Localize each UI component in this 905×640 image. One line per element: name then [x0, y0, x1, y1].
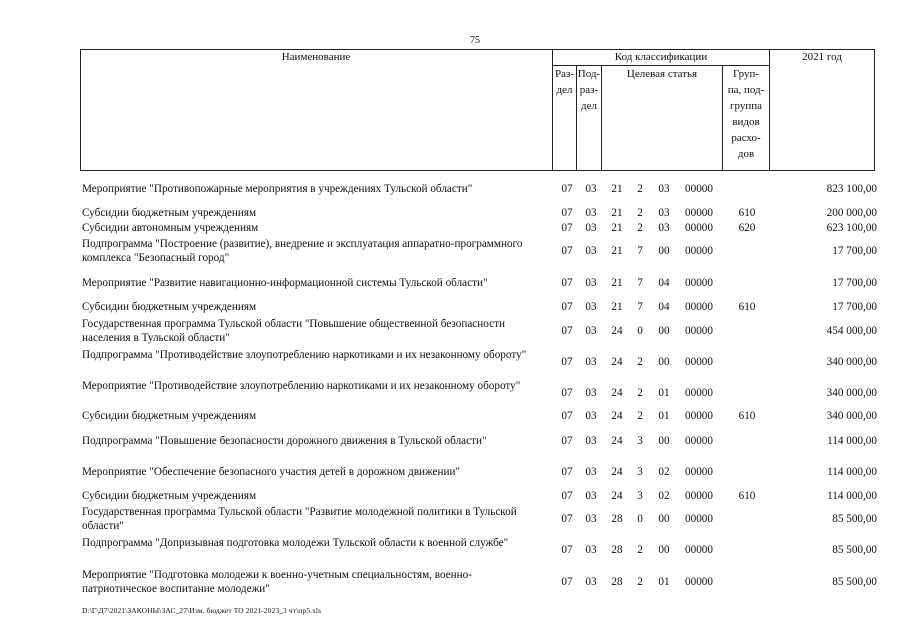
table-row [82, 536, 877, 564]
row-t3: 00 [658, 435, 670, 447]
row-name: Субсидии автономным учреждениям [82, 222, 259, 234]
table-row [82, 379, 877, 407]
row-t2: 2 [637, 387, 643, 399]
row-t3: 00 [658, 544, 670, 556]
row-t2: 2 [637, 544, 643, 556]
row-rz: 07 [561, 301, 573, 313]
row-t3: 03 [658, 222, 670, 234]
table-row [82, 237, 877, 265]
row-t2: 0 [637, 513, 643, 525]
row-t4: 00000 [685, 222, 713, 234]
row-pr: 03 [585, 356, 597, 368]
row-name: Мероприятие "Обеспечение безопасного участия детей в дорожном движении" [82, 466, 461, 478]
row-rz: 07 [561, 245, 573, 257]
row-sum: 823 100,00 [826, 183, 877, 195]
row-vr: 610 [738, 301, 756, 313]
row-t4: 00000 [685, 183, 713, 195]
header-name: Наименование [281, 51, 351, 63]
row-pr: 03 [585, 207, 597, 219]
row-name: Субсидии бюджетным учреждениям [82, 301, 257, 313]
row-sum: 623 100,00 [826, 222, 877, 234]
page-number: 75 [470, 35, 480, 46]
row-t4: 00000 [685, 466, 713, 478]
table-row [82, 465, 877, 479]
row-sum: 114 000,00 [827, 435, 877, 447]
row-rz: 07 [561, 183, 573, 195]
row-pr: 03 [585, 544, 597, 556]
row-t4: 00000 [685, 490, 713, 502]
row-name: Субсидии бюджетным учреждениям [82, 207, 257, 219]
row-pr: 03 [585, 387, 597, 399]
row-pr: 03 [585, 277, 597, 289]
row-pr: 03 [585, 301, 597, 313]
header-razdel: Раз- дел [554, 68, 574, 96]
row-t4: 00000 [685, 387, 713, 399]
row-t1: 24 [611, 435, 623, 447]
row-pr: 03 [585, 513, 597, 525]
row-t2: 2 [637, 183, 643, 195]
row-rz: 07 [561, 207, 573, 219]
row-name: Мероприятие "Противопожарные мероприятия в учреждениях Тульской области" [82, 183, 473, 195]
row-pr: 03 [585, 183, 597, 195]
table-row [82, 489, 877, 503]
row-rz: 07 [561, 435, 573, 447]
row-pr: 03 [585, 466, 597, 478]
row-t3: 04 [658, 277, 670, 289]
table-row [82, 317, 877, 345]
row-t4: 00000 [685, 301, 713, 313]
row-name: Подпрограмма "Допризывная подготовка молодежи Тульской области к военной службе" [82, 537, 509, 549]
row-rz: 07 [561, 490, 573, 502]
row-sum: 340 000,00 [826, 410, 877, 422]
row-t3: 00 [658, 245, 670, 257]
row-rz: 07 [561, 325, 573, 337]
header-target: Целевая статья [626, 68, 698, 80]
row-pr: 03 [585, 435, 597, 447]
row-t2: 7 [637, 245, 643, 257]
row-t2: 2 [637, 410, 643, 422]
table-row [82, 348, 877, 376]
row-t3: 04 [658, 301, 670, 313]
row-t1: 28 [611, 576, 623, 588]
row-name: Государственная программа Тульской области "Повышение общественной безопасности населения в Тульской области" [82, 318, 505, 344]
row-t2: 7 [637, 277, 643, 289]
row-t4: 00000 [685, 356, 713, 368]
table-row [82, 300, 877, 314]
table-row [82, 434, 877, 448]
header-group: Груп- па, под- группа видов расхо- дов [727, 68, 765, 160]
row-pr: 03 [585, 222, 597, 234]
row-vr: 610 [738, 490, 756, 502]
table-row [82, 568, 877, 596]
row-name: Подпрограмма "Построение (развитие), внедрение и эксплуатация аппаратно-программного комплекса "Безопасный город" [82, 238, 523, 264]
table-row [82, 505, 877, 533]
row-name: Государственная программа Тульской области "Развитие молодежной политики в Тульской области" [82, 506, 517, 532]
row-t1: 24 [611, 325, 623, 337]
row-t3: 01 [658, 576, 670, 588]
row-vr: 610 [738, 410, 756, 422]
header-code-group: Код классификации [614, 51, 708, 63]
row-t1: 28 [611, 513, 623, 525]
row-t2: 2 [637, 576, 643, 588]
row-t2: 2 [637, 356, 643, 368]
row-sum: 17 700,00 [832, 245, 877, 257]
header-podrazdel: Под- раз- дел [577, 68, 601, 112]
row-rz: 07 [561, 466, 573, 478]
table-row [82, 221, 877, 235]
row-sum: 85 500,00 [832, 513, 877, 525]
row-t3: 02 [658, 466, 670, 478]
row-sum: 340 000,00 [826, 387, 877, 399]
row-sum: 85 500,00 [832, 544, 877, 556]
row-t2: 3 [637, 490, 643, 502]
table-row [82, 206, 877, 220]
row-t3: 00 [658, 356, 670, 368]
row-rz: 07 [561, 387, 573, 399]
row-t2: 2 [637, 207, 643, 219]
row-sum: 17 700,00 [832, 277, 877, 289]
row-t3: 03 [658, 183, 670, 195]
table-header [80, 49, 875, 171]
row-pr: 03 [585, 245, 597, 257]
file-path: D:\Г\Д7\2021\ЗАКОНЫ\ЗАС_27\Изм. бюджет ТО 2021-2023_3 чт\пр5.xls [82, 606, 322, 615]
row-t2: 0 [637, 325, 643, 337]
table-row [82, 182, 877, 196]
row-rz: 07 [561, 410, 573, 422]
row-rz: 07 [561, 576, 573, 588]
row-t4: 00000 [685, 576, 713, 588]
row-vr: 610 [738, 207, 756, 219]
table-row [82, 409, 877, 423]
row-name: Субсидии бюджетным учреждениям [82, 410, 257, 422]
row-t1: 24 [611, 356, 623, 368]
row-rz: 07 [561, 356, 573, 368]
row-t1: 24 [611, 387, 623, 399]
row-name: Мероприятие "Противодействие злоупотреблению наркотиками и их незаконному обороту" [82, 380, 521, 392]
row-pr: 03 [585, 325, 597, 337]
row-t1: 24 [611, 466, 623, 478]
row-name: Подпрограмма "Повышение безопасности дорожного движения в Тульской области" [82, 435, 487, 447]
row-t2: 3 [637, 435, 643, 447]
row-t1: 21 [611, 222, 623, 234]
row-name: Мероприятие "Развитие навигационно-информационной системы Тульской области" [82, 277, 488, 289]
row-rz: 07 [561, 222, 573, 234]
row-name: Мероприятие "Подготовка молодежи к военно-учетным специальностям, военно-патриотическое воспитание молодежи" [82, 569, 472, 595]
row-t1: 24 [611, 410, 623, 422]
row-t4: 00000 [685, 435, 713, 447]
row-t1: 21 [611, 183, 623, 195]
row-pr: 03 [585, 410, 597, 422]
row-t4: 00000 [685, 410, 713, 422]
row-sum: 454 000,00 [826, 325, 877, 337]
row-name: Подпрограмма "Противодействие злоупотреблению наркотиками и их незаконному обороту" [82, 349, 527, 361]
row-t1: 28 [611, 544, 623, 556]
header-year: 2021 год [802, 51, 842, 63]
row-rz: 07 [561, 513, 573, 525]
row-t1: 21 [611, 207, 623, 219]
row-pr: 03 [585, 576, 597, 588]
row-t2: 3 [637, 466, 643, 478]
row-t3: 02 [658, 490, 670, 502]
row-t1: 21 [611, 245, 623, 257]
row-t4: 00000 [685, 544, 713, 556]
table-row [82, 276, 877, 290]
row-t4: 00000 [685, 207, 713, 219]
row-rz: 07 [561, 277, 573, 289]
row-sum: 200 000,00 [826, 207, 877, 219]
row-t4: 00000 [685, 325, 713, 337]
row-t3: 01 [658, 387, 670, 399]
row-t2: 7 [637, 301, 643, 313]
row-t3: 03 [658, 207, 670, 219]
row-name: Субсидии бюджетным учреждениям [82, 490, 257, 502]
row-t1: 21 [611, 277, 623, 289]
row-sum: 17 700,00 [832, 301, 877, 313]
row-vr: 620 [738, 222, 756, 234]
row-rz: 07 [561, 544, 573, 556]
row-t1: 24 [611, 490, 623, 502]
row-pr: 03 [585, 490, 597, 502]
row-t3: 00 [658, 513, 670, 525]
row-t4: 00000 [685, 277, 713, 289]
row-t4: 00000 [685, 513, 713, 525]
row-sum: 114 000,00 [827, 490, 877, 502]
row-sum: 85 500,00 [832, 576, 877, 588]
row-sum: 114 000,00 [827, 466, 877, 478]
row-t3: 00 [658, 325, 670, 337]
row-t2: 2 [637, 222, 643, 234]
row-t4: 00000 [685, 245, 713, 257]
row-t3: 01 [658, 410, 670, 422]
row-sum: 340 000,00 [826, 356, 877, 368]
row-t1: 21 [611, 301, 623, 313]
